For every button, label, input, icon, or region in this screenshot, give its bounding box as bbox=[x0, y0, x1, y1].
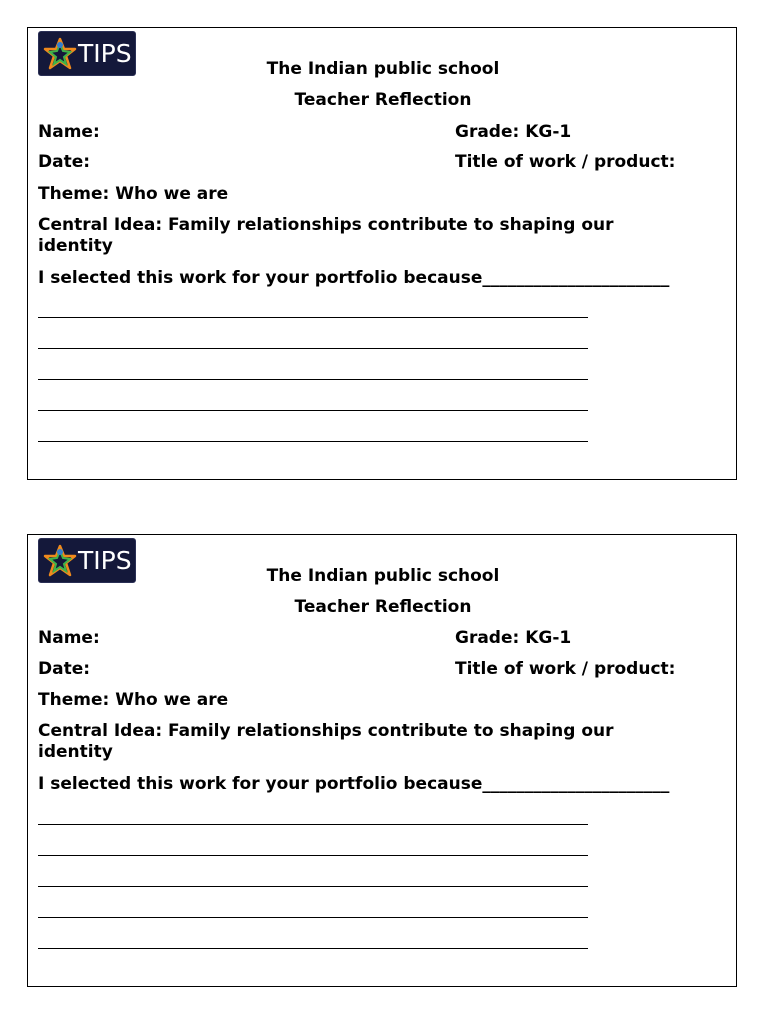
grade-label: Grade: KG-1 bbox=[455, 122, 572, 142]
writing-line bbox=[38, 855, 588, 856]
writing-line bbox=[38, 948, 588, 949]
writing-line bbox=[38, 917, 588, 918]
logo-text: TIPS bbox=[78, 546, 132, 575]
central-idea-line-2: identity bbox=[38, 742, 113, 762]
writing-line bbox=[38, 886, 588, 887]
name-label: Name: bbox=[38, 122, 100, 142]
writing-line bbox=[38, 379, 588, 380]
work-title-label: Title of work / product: bbox=[455, 659, 676, 679]
grade-label: Grade: KG-1 bbox=[455, 628, 572, 648]
school-name: The Indian public school bbox=[266, 566, 500, 586]
theme-text: Theme: Who we are bbox=[38, 690, 229, 710]
selected-reason-text: I selected this work for your portfolio because______________________ bbox=[38, 774, 670, 794]
name-label: Name: bbox=[38, 628, 100, 648]
work-title-label: Title of work / product: bbox=[455, 152, 676, 172]
selected-reason-text: I selected this work for your portfolio because______________________ bbox=[38, 268, 670, 288]
logo-text: TIPS bbox=[78, 39, 132, 68]
date-label: Date: bbox=[38, 152, 91, 172]
form-title: Teacher Reflection bbox=[294, 597, 472, 617]
writing-line bbox=[38, 410, 588, 411]
theme-text: Theme: Who we are bbox=[38, 184, 229, 204]
school-name: The Indian public school bbox=[266, 59, 500, 79]
central-idea-line-1: Central Idea: Family relationships contribute to shaping our bbox=[38, 215, 614, 235]
central-idea-line-2: identity bbox=[38, 236, 113, 256]
reflection-card-1 bbox=[27, 27, 737, 480]
date-label: Date: bbox=[38, 659, 91, 679]
writing-line bbox=[38, 441, 588, 442]
writing-line bbox=[38, 317, 588, 318]
form-title: Teacher Reflection bbox=[294, 90, 472, 110]
central-idea-line-1: Central Idea: Family relationships contribute to shaping our bbox=[38, 721, 614, 741]
reflection-card-2 bbox=[27, 534, 737, 987]
writing-line bbox=[38, 348, 588, 349]
writing-line bbox=[38, 824, 588, 825]
